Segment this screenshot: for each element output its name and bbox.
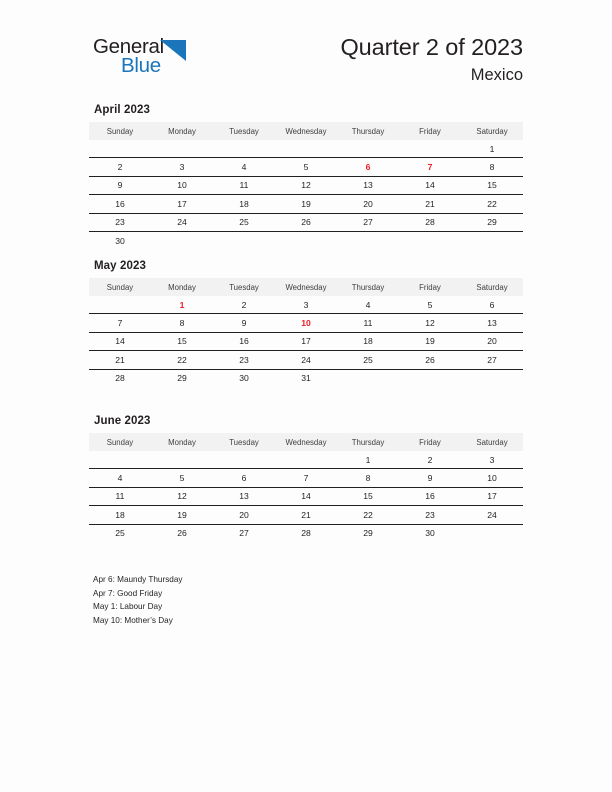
week-row <box>89 231 523 249</box>
day-cell[interactable]: 2 <box>213 296 275 314</box>
day-cell-empty <box>89 451 151 469</box>
weekday-header-monday: Monday <box>151 122 213 140</box>
day-cell[interactable]: 15 <box>151 332 213 350</box>
day-cell[interactable]: 13 <box>337 176 399 194</box>
day-cell[interactable]: 9 <box>89 176 151 194</box>
day-cell-empty <box>213 451 275 469</box>
week-row <box>89 332 523 350</box>
day-cell-empty <box>461 524 523 542</box>
day-cell-empty <box>461 369 523 387</box>
day-cell-empty <box>275 451 337 469</box>
day-cell[interactable]: 10 <box>151 176 213 194</box>
page-header <box>0 0 612 92</box>
day-cell[interactable]: 5 <box>151 469 213 487</box>
day-cell-empty <box>89 140 151 158</box>
day-cell[interactable]: 5 <box>399 296 461 314</box>
weekday-header-row <box>89 278 523 296</box>
weekday-header-wednesday: Wednesday <box>275 278 337 296</box>
day-cell[interactable]: 17 <box>151 195 213 213</box>
weekday-header-thursday: Thursday <box>337 278 399 296</box>
day-cell[interactable]: 8 <box>337 469 399 487</box>
day-cell[interactable]: 6 <box>461 296 523 314</box>
week-row <box>89 296 523 314</box>
weekday-header-friday: Friday <box>399 433 461 451</box>
week-row <box>89 158 523 176</box>
day-cell[interactable]: 14 <box>89 332 151 350</box>
day-cell[interactable]: 16 <box>399 487 461 505</box>
day-cell[interactable]: 29 <box>461 213 523 231</box>
day-cell[interactable]: 2 <box>89 158 151 176</box>
day-cell[interactable]: 6 <box>213 469 275 487</box>
week-row <box>89 369 523 387</box>
day-cell[interactable]: 5 <box>275 158 337 176</box>
day-cell-holiday[interactable]: 6 <box>337 158 399 176</box>
day-cell[interactable]: 9 <box>399 469 461 487</box>
day-cell-empty <box>399 140 461 158</box>
day-cell[interactable]: 7 <box>89 314 151 332</box>
day-cell[interactable]: 3 <box>275 296 337 314</box>
day-cell[interactable]: 11 <box>213 176 275 194</box>
legend-item: Apr 7: Good Friday <box>93 588 163 598</box>
day-cell-empty <box>337 369 399 387</box>
day-cell[interactable]: 4 <box>337 296 399 314</box>
day-cell[interactable]: 26 <box>177 528 187 539</box>
day-cell[interactable]: 21 <box>275 506 337 524</box>
day-cell[interactable]: 8 <box>461 158 523 176</box>
week-row <box>89 469 523 487</box>
day-cell[interactable]: 12 <box>151 487 213 505</box>
day-cell-empty <box>275 140 337 158</box>
weekday-header-sunday: Sunday <box>89 278 151 296</box>
day-cell[interactable]: 24 <box>461 506 523 524</box>
month-block <box>89 260 523 387</box>
weekday-header-wednesday: Wednesday <box>275 433 337 451</box>
week-row <box>89 195 523 213</box>
day-cell[interactable]: 4 <box>89 469 151 487</box>
day-cell[interactable]: 28 <box>301 528 311 539</box>
weekday-header-row <box>89 122 523 140</box>
weekday-header-tuesday: Tuesday <box>213 122 275 140</box>
day-cell[interactable]: 1 <box>461 140 523 158</box>
holiday-legend <box>93 573 183 627</box>
day-cell[interactable]: 11 <box>89 487 151 505</box>
day-cell[interactable]: 16 <box>89 195 151 213</box>
day-cell[interactable]: 20 <box>461 332 523 350</box>
day-cell[interactable]: 31 <box>301 373 311 384</box>
weekday-header-sunday: Sunday <box>89 433 151 451</box>
day-cell[interactable]: 22 <box>151 351 213 369</box>
day-cell[interactable]: 16 <box>213 332 275 350</box>
weekday-header-saturday: Saturday <box>461 122 523 140</box>
weekday-header-tuesday: Tuesday <box>213 433 275 451</box>
week-row <box>89 176 523 194</box>
weekday-header-monday: Monday <box>151 278 213 296</box>
logo-triangle-icon <box>160 40 186 61</box>
week-row <box>89 140 523 158</box>
day-cell[interactable]: 28 <box>399 213 461 231</box>
weekday-header-sunday: Sunday <box>89 122 151 140</box>
day-cell[interactable]: 27 <box>239 528 249 539</box>
month-table <box>89 433 523 542</box>
week-row <box>89 314 523 332</box>
day-cell[interactable]: 30 <box>239 373 249 384</box>
day-cell[interactable]: 24 <box>151 213 213 231</box>
day-cell-empty <box>151 231 213 249</box>
day-cell[interactable]: 22 <box>461 195 523 213</box>
day-cell[interactable]: 23 <box>89 213 151 231</box>
day-cell[interactable]: 11 <box>337 314 399 332</box>
week-row <box>89 506 523 524</box>
day-cell[interactable]: 29 <box>177 373 187 384</box>
day-cell[interactable]: 21 <box>89 351 151 369</box>
day-cell-empty <box>337 140 399 158</box>
week-row <box>89 487 523 505</box>
weekday-header-wednesday: Wednesday <box>275 122 337 140</box>
day-cell[interactable]: 18 <box>337 332 399 350</box>
day-cell[interactable]: 23 <box>213 351 275 369</box>
day-cell[interactable]: 25 <box>337 351 399 369</box>
legend-item: May 10: Mother’s Day <box>93 615 173 625</box>
weekday-header-tuesday: Tuesday <box>213 278 275 296</box>
weekday-header-row <box>89 433 523 451</box>
month-title: April 2023 <box>94 104 150 116</box>
day-cell[interactable]: 17 <box>275 332 337 350</box>
month-title: June 2023 <box>94 415 151 427</box>
logo-text-general: General <box>93 35 164 58</box>
day-cell[interactable]: 27 <box>461 351 523 369</box>
weekday-header-thursday: Thursday <box>337 122 399 140</box>
day-cell-empty <box>151 451 213 469</box>
day-cell[interactable]: 3 <box>151 158 213 176</box>
day-cell-empty <box>399 369 461 387</box>
day-cell-empty <box>213 231 275 249</box>
day-cell-empty <box>461 231 523 249</box>
month-block <box>89 415 523 542</box>
month-table <box>89 278 523 387</box>
day-cell[interactable]: 25 <box>213 213 275 231</box>
day-cell-empty <box>275 231 337 249</box>
day-cell[interactable]: 2 <box>399 451 461 469</box>
day-cell[interactable]: 3 <box>461 451 523 469</box>
day-cell[interactable]: 19 <box>399 332 461 350</box>
weekday-header-saturday: Saturday <box>461 278 523 296</box>
day-cell[interactable]: 17 <box>461 487 523 505</box>
day-cell[interactable]: 15 <box>337 487 399 505</box>
day-cell[interactable]: 24 <box>275 351 337 369</box>
weekday-header-thursday: Thursday <box>337 433 399 451</box>
legend-item: May 1: Labour Day <box>93 602 163 611</box>
day-cell[interactable]: 27 <box>337 213 399 231</box>
day-cell[interactable]: 9 <box>213 314 275 332</box>
day-cell[interactable]: 23 <box>399 506 461 524</box>
day-cell[interactable]: 12 <box>275 176 337 194</box>
weekday-header-friday: Friday <box>399 122 461 140</box>
day-cell[interactable]: 7 <box>275 469 337 487</box>
day-cell[interactable]: 18 <box>213 195 275 213</box>
day-cell[interactable]: 19 <box>275 195 337 213</box>
weekday-header-monday: Monday <box>151 433 213 451</box>
day-cell[interactable]: 25 <box>115 528 125 539</box>
week-row <box>89 451 523 469</box>
day-cell[interactable]: 30 <box>425 528 435 539</box>
day-cell[interactable]: 20 <box>337 195 399 213</box>
day-cell[interactable]: 29 <box>363 528 373 539</box>
weekday-header-friday: Friday <box>399 278 461 296</box>
day-cell[interactable]: 26 <box>275 213 337 231</box>
month-table <box>89 122 523 249</box>
day-cell[interactable]: 13 <box>213 487 275 505</box>
day-cell-empty <box>213 140 275 158</box>
day-cell[interactable]: 4 <box>213 158 275 176</box>
day-cell-holiday[interactable]: 1 <box>151 296 213 314</box>
general-blue-logo <box>93 36 213 82</box>
day-cell[interactable]: 1 <box>337 451 399 469</box>
legend-item: Apr 6: Maundy Thursday <box>93 575 183 584</box>
week-row <box>89 213 523 231</box>
weekday-header-saturday: Saturday <box>461 433 523 451</box>
month-block <box>89 104 523 249</box>
day-cell[interactable]: 12 <box>399 314 461 332</box>
logo-text-blue: Blue <box>121 54 161 77</box>
day-cell[interactable]: 28 <box>115 373 125 384</box>
week-row <box>89 351 523 369</box>
day-cell[interactable]: 15 <box>461 176 523 194</box>
day-cell[interactable]: 18 <box>89 506 151 524</box>
day-cell[interactable]: 20 <box>213 506 275 524</box>
day-cell-empty <box>337 231 399 249</box>
day-cell-empty <box>89 296 151 314</box>
day-cell-holiday[interactable]: 7 <box>399 158 461 176</box>
page-title: Quarter 2 of 2023 <box>340 34 523 60</box>
day-cell-holiday[interactable]: 10 <box>275 314 337 332</box>
week-row <box>89 524 523 542</box>
title-block <box>340 34 523 86</box>
day-cell[interactable]: 14 <box>275 487 337 505</box>
month-title: May 2023 <box>94 260 146 272</box>
day-cell-empty <box>399 231 461 249</box>
day-cell[interactable]: 19 <box>151 506 213 524</box>
day-cell[interactable]: 26 <box>399 351 461 369</box>
day-cell[interactable]: 21 <box>399 195 461 213</box>
day-cell[interactable]: 30 <box>115 235 125 246</box>
day-cell-empty <box>151 140 213 158</box>
country-subtitle: Mexico <box>470 66 523 84</box>
day-cell[interactable]: 13 <box>461 314 523 332</box>
day-cell[interactable]: 10 <box>461 469 523 487</box>
day-cell[interactable]: 14 <box>399 176 461 194</box>
day-cell[interactable]: 8 <box>151 314 213 332</box>
day-cell[interactable]: 22 <box>337 506 399 524</box>
